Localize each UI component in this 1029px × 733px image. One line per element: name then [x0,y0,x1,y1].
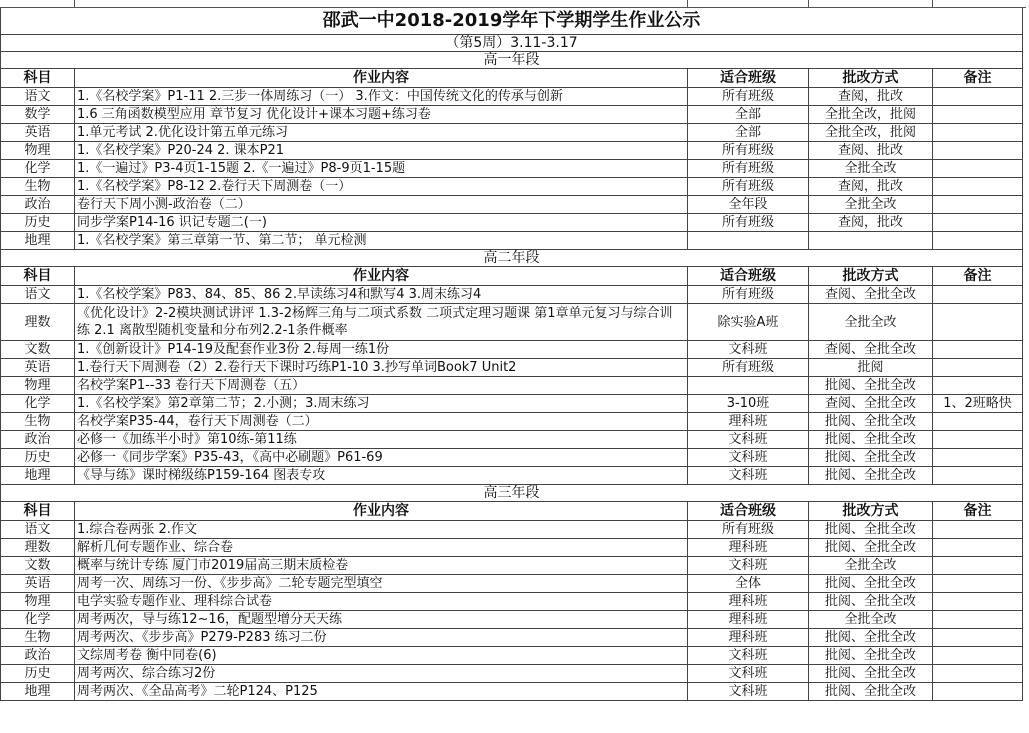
table-row [1,160,1023,178]
table-row [1,557,1023,575]
table-row [1,124,1023,142]
cell-classes: 理科班 [688,593,809,611]
table-row [1,539,1023,557]
cell-classes: 文科班 [688,467,809,485]
cell-method: 批阅、全批全改 [809,539,933,557]
header-subject: 科目 [1,502,75,521]
cell-content: 周考两次、《步步高》P279-P283 练习二份 [75,629,688,647]
cell-note [933,575,1023,593]
cell-content: 必修一《加练半小时》第10练-第11练 [75,431,688,449]
cell-content: 名校学案P1--33 卷行天下周测卷（五） [75,377,688,395]
cell-method: 查阅、全批全改 [809,286,933,304]
cell-method: 查阅，批改 [809,214,933,232]
cell-content: 1.《名校学案》第三章第一节、第二节； 单元检测 [75,232,688,250]
table-row [1,575,1023,593]
cell-method: 批阅、全批全改 [809,647,933,665]
cell-method: 查阅，批改 [809,178,933,196]
grade-section-title: 高三年段 [1,485,1023,502]
header-method: 批改方式 [809,69,933,88]
cell-method: 批阅、全批全改 [809,467,933,485]
cell-classes: 3-10班 [688,395,809,413]
cell-method: 全批全改 [809,304,933,341]
cell-note [933,106,1023,124]
table-row [1,88,1023,106]
cell-content: 1.6 三角函数模型应用 章节复习 优化设计+课本习题+练习卷 [75,106,688,124]
cell-classes: 理科班 [688,629,809,647]
cell-subject: 语文 [1,88,75,106]
cell-method: 批阅、全批全改 [809,521,933,539]
table-row [1,683,1023,701]
cell-note [933,341,1023,359]
cell-note [933,449,1023,467]
cell-classes [688,232,809,250]
cell-note [933,611,1023,629]
cell-subject: 英语 [1,124,75,142]
cell-classes: 所有班级 [688,359,809,377]
cell-subject: 生物 [1,629,75,647]
cell-classes: 除实验A班 [688,304,809,341]
cell-subject: 文数 [1,557,75,575]
cell-classes: 全部 [688,124,809,142]
table-row [1,196,1023,214]
cell-content: 电学实验专题作业、理科综合试卷 [75,593,688,611]
cell-content: 1.单元考试 2.优化设计第五单元练习 [75,124,688,142]
table-row [1,214,1023,232]
cell-content: 周考两次、《全品高考》二轮P124、P125 [75,683,688,701]
cell-classes: 所有班级 [688,142,809,160]
cell-method: 全批全改，批阅 [809,106,933,124]
cell-method: 查阅、全批全改 [809,395,933,413]
cell-subject: 政治 [1,647,75,665]
cell-method [809,232,933,250]
cell-subject: 化学 [1,395,75,413]
table-row [1,665,1023,683]
table-row [1,377,1023,395]
cell-content: 1.综合卷两张 2.作文 [75,521,688,539]
grade-section-title: 高一年段 [1,52,1023,69]
table-row [1,395,1023,413]
cell-method: 批阅、全批全改 [809,377,933,395]
cell-content: 1.《一遍过》P3-4页1-15题 2.《一遍过》P8-9页1-15题 [75,160,688,178]
page-title: 邵武一中2018-2019学年下学期学生作业公示 [1,8,1023,35]
cell-subject: 历史 [1,665,75,683]
cell-classes: 理科班 [688,611,809,629]
cell-classes: 所有班级 [688,214,809,232]
header-subject: 科目 [1,267,75,286]
table-row [1,449,1023,467]
cell-content: 1.《名校学案》P20-24 2. 课本P21 [75,142,688,160]
cell-classes: 文科班 [688,683,809,701]
table-row [1,178,1023,196]
cell-classes: 理科班 [688,413,809,431]
cell-subject: 生物 [1,413,75,431]
header-method: 批改方式 [809,267,933,286]
cell-method: 查阅、批改 [809,142,933,160]
cell-classes: 所有班级 [688,88,809,106]
cell-classes: 所有班级 [688,178,809,196]
header-method: 批改方式 [809,502,933,521]
table-row [1,431,1023,449]
cell-classes: 全部 [688,106,809,124]
cell-subject: 语文 [1,286,75,304]
cell-classes [688,377,809,395]
cell-subject: 生物 [1,178,75,196]
cell-subject: 语文 [1,521,75,539]
cell-note [933,413,1023,431]
table-row [1,232,1023,250]
cell-method: 批阅、全批全改 [809,629,933,647]
cell-note [933,557,1023,575]
top-strip [0,0,1026,8]
cell-note [933,196,1023,214]
table-row [1,647,1023,665]
cell-method: 批阅、全批全改 [809,575,933,593]
cell-content: 同步学案P14-16 识记专题二(一) [75,214,688,232]
cell-method: 全批全改 [809,557,933,575]
cell-content: 1.《名校学案》第2章第二节；2.小测；3.周末练习 [75,395,688,413]
table-row [1,359,1023,377]
header-classes: 适合班级 [688,69,809,88]
table-row [1,611,1023,629]
cell-subject: 化学 [1,160,75,178]
grade-section-title: 高二年段 [1,250,1023,267]
cell-subject: 物理 [1,377,75,395]
cell-note [933,232,1023,250]
cell-subject: 物理 [1,142,75,160]
header-note: 备注 [933,69,1023,88]
cell-classes: 所有班级 [688,286,809,304]
cell-classes: 所有班级 [688,160,809,178]
cell-note [933,286,1023,304]
cell-method: 查阅、全批全改 [809,341,933,359]
cell-content: 《优化设计》2-2模块测试讲评 1.3-2杨辉三角与二项式系数 二项式定理习题课 第1章单元复习与综合训练 2.1 离散型随机变量和分布列2.2-1条件概率 [75,304,688,341]
cell-content: 1.《名校学案》P83、84、85、86 2.早读练习4和默写4 3.周末练习4 [75,286,688,304]
cell-classes: 文科班 [688,665,809,683]
header-subject: 科目 [1,69,75,88]
cell-subject: 地理 [1,683,75,701]
cell-note [933,377,1023,395]
table-row [1,106,1023,124]
cell-method: 全批全改 [809,160,933,178]
cell-method: 批阅、全批全改 [809,665,933,683]
table-row [1,629,1023,647]
cell-note [933,467,1023,485]
cell-content: 周考两次，导与练12~16，配题型增分天天练 [75,611,688,629]
cell-method: 批阅、全批全改 [809,431,933,449]
cell-note [933,431,1023,449]
cell-note [933,359,1023,377]
cell-note [933,647,1023,665]
cell-method: 批阅 [809,359,933,377]
cell-method: 批阅、全批全改 [809,683,933,701]
cell-classes: 全年段 [688,196,809,214]
cell-note: 1、2班略快 [933,395,1023,413]
cell-subject: 英语 [1,575,75,593]
table-row [1,413,1023,431]
cell-classes: 文科班 [688,431,809,449]
cell-note [933,683,1023,701]
table-row [1,521,1023,539]
cell-content: 名校学案P35-44，卷行天下周测卷（二） [75,413,688,431]
cell-note [933,160,1023,178]
cell-content: 《导与练》课时梯级练P159-164 图表专攻 [75,467,688,485]
cell-content: 1.《名校学案》P1-11 2.三步一体周练习（一） 3.作文：中国传统文化的传承与创新 [75,88,688,106]
week-range: （第5周）3.11-3.17 [1,35,1023,52]
cell-subject: 政治 [1,196,75,214]
cell-classes: 文科班 [688,647,809,665]
cell-subject: 化学 [1,611,75,629]
cell-note [933,629,1023,647]
cell-method: 批阅、全批全改 [809,413,933,431]
cell-subject: 地理 [1,467,75,485]
cell-note [933,304,1023,341]
cell-subject: 历史 [1,214,75,232]
header-content: 作业内容 [75,69,688,88]
table-row [1,304,1023,341]
cell-note [933,214,1023,232]
cell-subject: 数学 [1,106,75,124]
cell-content: 周考两次、综合练习2份 [75,665,688,683]
cell-content: 必修一《同步学案》P35-43，《高中必刷题》P61-69 [75,449,688,467]
cell-subject: 物理 [1,593,75,611]
cell-classes: 全体 [688,575,809,593]
cell-content: 解析几何专题作业、综合卷 [75,539,688,557]
cell-note [933,88,1023,106]
cell-subject: 政治 [1,431,75,449]
cell-classes: 所有班级 [688,521,809,539]
cell-method: 全批全改 [809,611,933,629]
cell-note [933,593,1023,611]
cell-content: 1.《名校学案》P8-12 2.卷行天下周测卷（一） [75,178,688,196]
cell-method: 查阅，批改 [809,88,933,106]
cell-content: 1.卷行天下周测卷（2）2.卷行天下课时巧练P1-10 3.抄写单词Book7 Unit2 [75,359,688,377]
header-classes: 适合班级 [688,267,809,286]
cell-method: 全批全改 [809,196,933,214]
cell-content: 卷行天下周小测-政治卷（二） [75,196,688,214]
header-classes: 适合班级 [688,502,809,521]
cell-method: 批阅、全批全改 [809,593,933,611]
cell-subject: 地理 [1,232,75,250]
header-note: 备注 [933,502,1023,521]
cell-subject: 英语 [1,359,75,377]
cell-note [933,124,1023,142]
cell-classes: 文科班 [688,557,809,575]
cell-note [933,539,1023,557]
cell-subject: 历史 [1,449,75,467]
header-content: 作业内容 [75,267,688,286]
homework-table [0,8,1023,701]
cell-subject: 理数 [1,539,75,557]
header-note: 备注 [933,267,1023,286]
cell-note [933,521,1023,539]
table-row [1,286,1023,304]
table-row [1,467,1023,485]
cell-classes: 文科班 [688,449,809,467]
cell-content: 文综周考卷 衡中同卷(6) [75,647,688,665]
cell-content: 1.《创新设计》P14-19及配套作业3份 2.每周一练1份 [75,341,688,359]
cell-subject: 文数 [1,341,75,359]
cell-note [933,665,1023,683]
cell-note [933,178,1023,196]
cell-note [933,142,1023,160]
cell-classes: 理科班 [688,539,809,557]
cell-content: 周考一次、周练习一份、《步步高》二轮专题完型填空 [75,575,688,593]
cell-classes: 文科班 [688,341,809,359]
table-row [1,593,1023,611]
table-row [1,341,1023,359]
header-content: 作业内容 [75,502,688,521]
cell-method: 全批全改，批阅 [809,124,933,142]
cell-content: 概率与统计专练 厦门市2019届高三期末质检卷 [75,557,688,575]
cell-method: 批阅、全批全改 [809,449,933,467]
table-row [1,142,1023,160]
cell-subject: 理数 [1,304,75,341]
